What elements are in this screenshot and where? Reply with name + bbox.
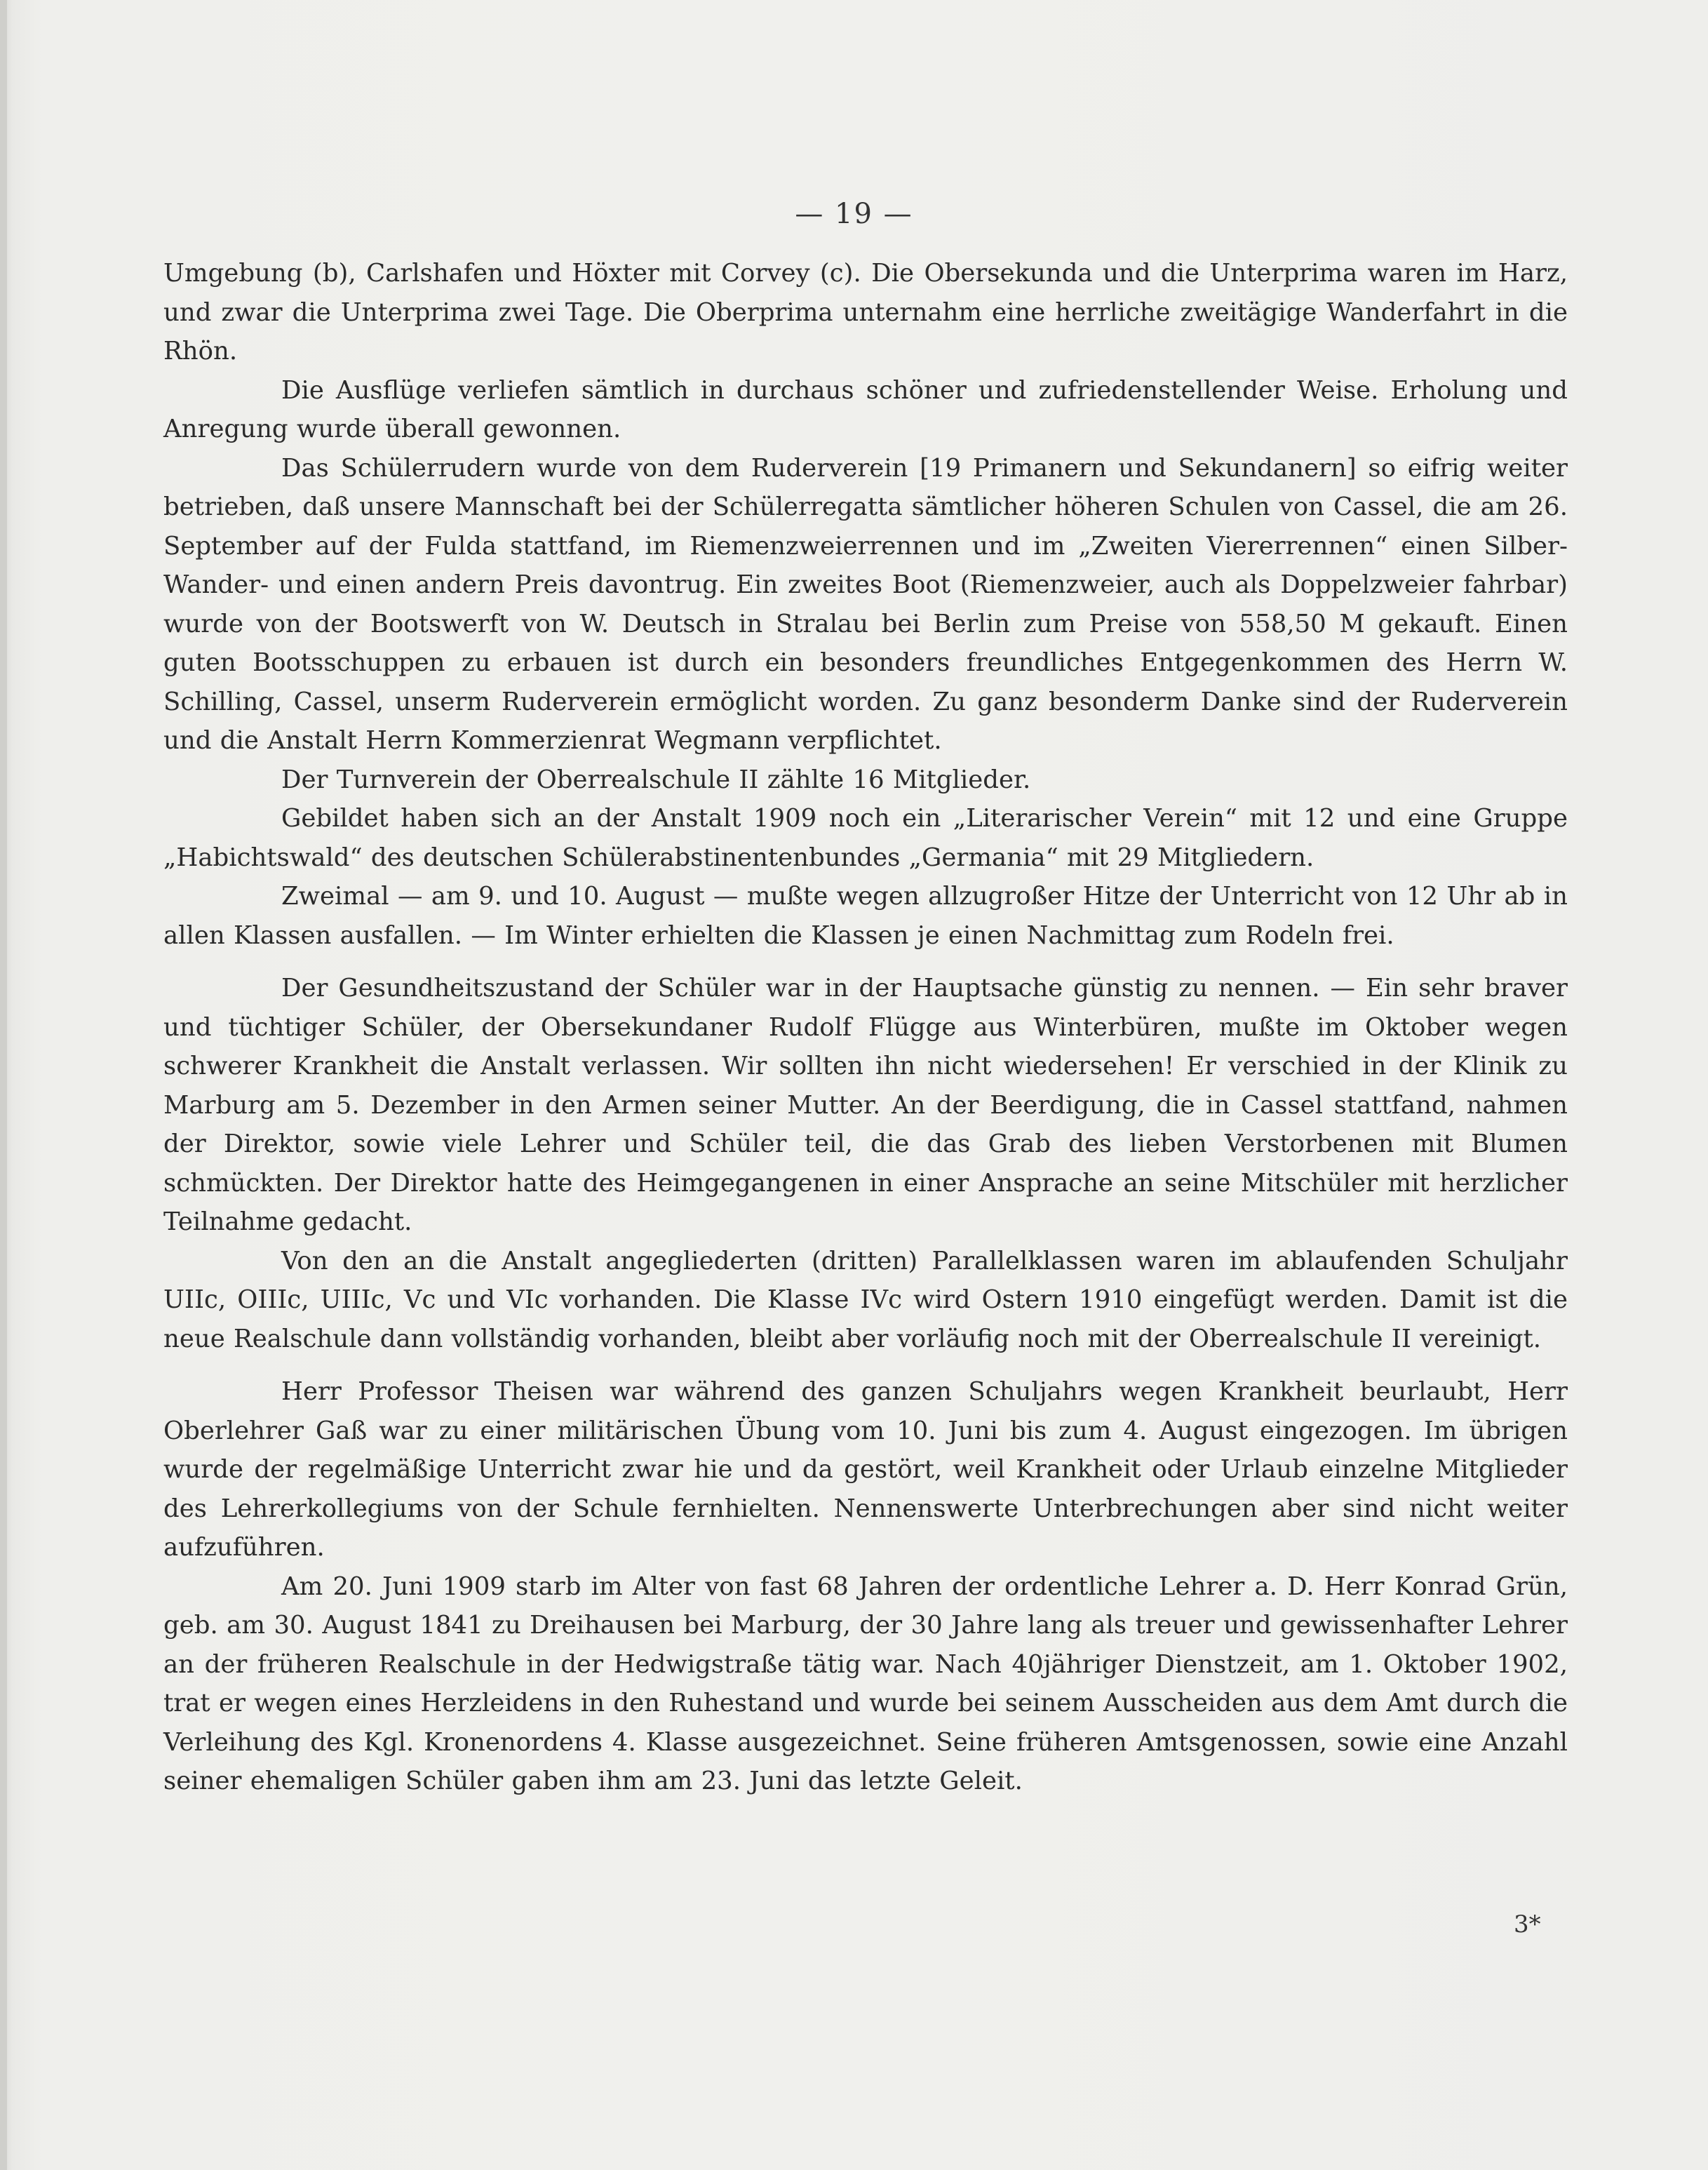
paragraph-excursions-summary: Die Ausflüge verliefen sämtlich in durchaus schöner und zufriedenstellender Weise. Erholung und Anregung wurde überall gewonnen. [163,375,1568,443]
sheet-signature-mark: 3* [1514,1910,1541,1938]
paragraph-gymnastics-club: Der Turnverein der Oberrealschule II zählte 16 Mitglieder. [281,765,1031,794]
paragraph-excursions-continued: Umgebung (b), Carlshafen und Höxter mit Corvey (c). Die Obersekunda und die Unterprima waren im Harz, und zwar die Unterprima zwei Tage. Die Oberprima unternahm eine herrliche zweitägige Wanderfahrt in die Rhön. [163,259,1568,366]
paragraph-health: Der Gesundheitszustand der Schüler war in der Hauptsache günstig zu nennen. — Ein sehr braver und tüchtiger Schüler, der Obersekundaner Rudolf Flügge aus Winterbüren, mußte im Oktober wegen schwerer Krankheit die Anstalt verlassen. Wir sollten ihn nicht wiedersehen! Er verschied in der Klinik zu Marburg am 5. Dezember in den Armen seiner Mutter. An der Beerdigung, die in Cassel stattfand, nahmen der Direktor, sowie viele Lehrer und Schüler teil, die das Grab des lieben Verstorbenen mit Blumen schmückten. Der Direktor hatte des Heimgegangenen in einer Ansprache an seine Mitschüler mit herzlicher Teilnahme gedacht. [163,974,1568,1236]
paragraph-staff-absences: Herr Professor Theisen war während des ganzen Schuljahrs wegen Krankheit beurlaubt, Herr Oberlehrer Gaß war zu einer militärischen Übung vom 10. Juni bis zum 4. August eingezogen. Im übrigen wurde der regelmäßige Unterricht zwar hie und da gestört, weil Krankheit oder Urlaub einzelne Mitglieder des Lehrerkollegiums von der Schule fernhielten. Nennenswerte Unterbrechungen aber sind nicht weiter aufzuführen. [163,1377,1568,1562]
page-edge-shadow [0,0,7,2170]
body-text [163,254,1568,1801]
page-number: — 19 — [795,198,913,230]
paragraph-parallel-classes: Von den an die Anstalt angegliederten (dritten) Parallelklassen waren im ablaufenden Schuljahr UIIc, OIIIc, UIIIc, Vc und VIc vorhanden. Die Klasse IVc wird Ostern 1910 eingefügt werden. Damit ist die neue Realschule dann vollständig vorhanden, bleibt aber vorläufig noch mit der Oberrealschule II vereinigt. [163,1246,1568,1353]
paragraph-rowing: Das Schülerrudern wurde von dem Ruderverein [19 Primanern und Sekundanern] so eifrig weiter betrieben, daß unsere Mannschaft bei der Schülerregatta sämtlicher höheren Schulen von Cassel, die am 26. September auf der Fulda stattfand, im Riemenzweierrennen und im „Zweiten Viererrennen“ einen Silber-Wander- und einen andern Preis davontrug. Ein zweites Boot (Riemenzweier, auch als Doppelzweier fahrbar) wurde von der Bootswerft von W. Deutsch in Stralau bei Berlin zum Preise von 558,50 M gekauft. Einen guten Bootsschuppen zu erbauen ist durch ein besonders freundliches Entgegenkommen des Herrn W. Schilling, Cassel, unserm Ruderverein ermöglicht worden. Zu ganz besonderm Danke sind der Ruderverein und die Anstalt Herrn Kommerzienrat Wegmann verpflichtet. [163,453,1568,755]
paragraph-heat-holidays: Zweimal — am 9. und 10. August — mußte wegen allzugroßer Hitze der Unterricht von 12 Uhr ab in allen Klassen ausfallen. — Im Winter erhielten die Klassen je einen Nachmittag zum Rodeln frei. [163,882,1568,950]
paragraph-new-clubs: Gebildet haben sich an der Anstalt 1909 noch ein „Literarischer Verein“ mit 12 und eine Gruppe „Habichtswald“ des deutschen Schülerabstinentenbundes „Germania“ mit 29 Mitgliedern. [163,804,1568,872]
paragraph-obituary: Am 20. Juni 1909 starb im Alter von fast 68 Jahren der ordentliche Lehrer a. D. Herr Konrad Grün, geb. am 30. August 1841 zu Dreihausen bei Marburg, der 30 Jahre lang als treuer und gewissenhafter Lehrer an der früheren Realschule in der Hedwigstraße tätig war. Nach 40jähriger Dienstzeit, am 1. Oktober 1902, trat er wegen eines Herzleidens in den Ruhestand und wurde bei seinem Ausscheiden aus dem Amt durch die Verleihung des Kgl. Kronenordens 4. Klasse ausgezeichnet. Seine früheren Amtsgenossen, sowie eine Anzahl seiner ehemaligen Schüler gaben ihm am 23. Juni das letzte Geleit. [163,1572,1568,1795]
